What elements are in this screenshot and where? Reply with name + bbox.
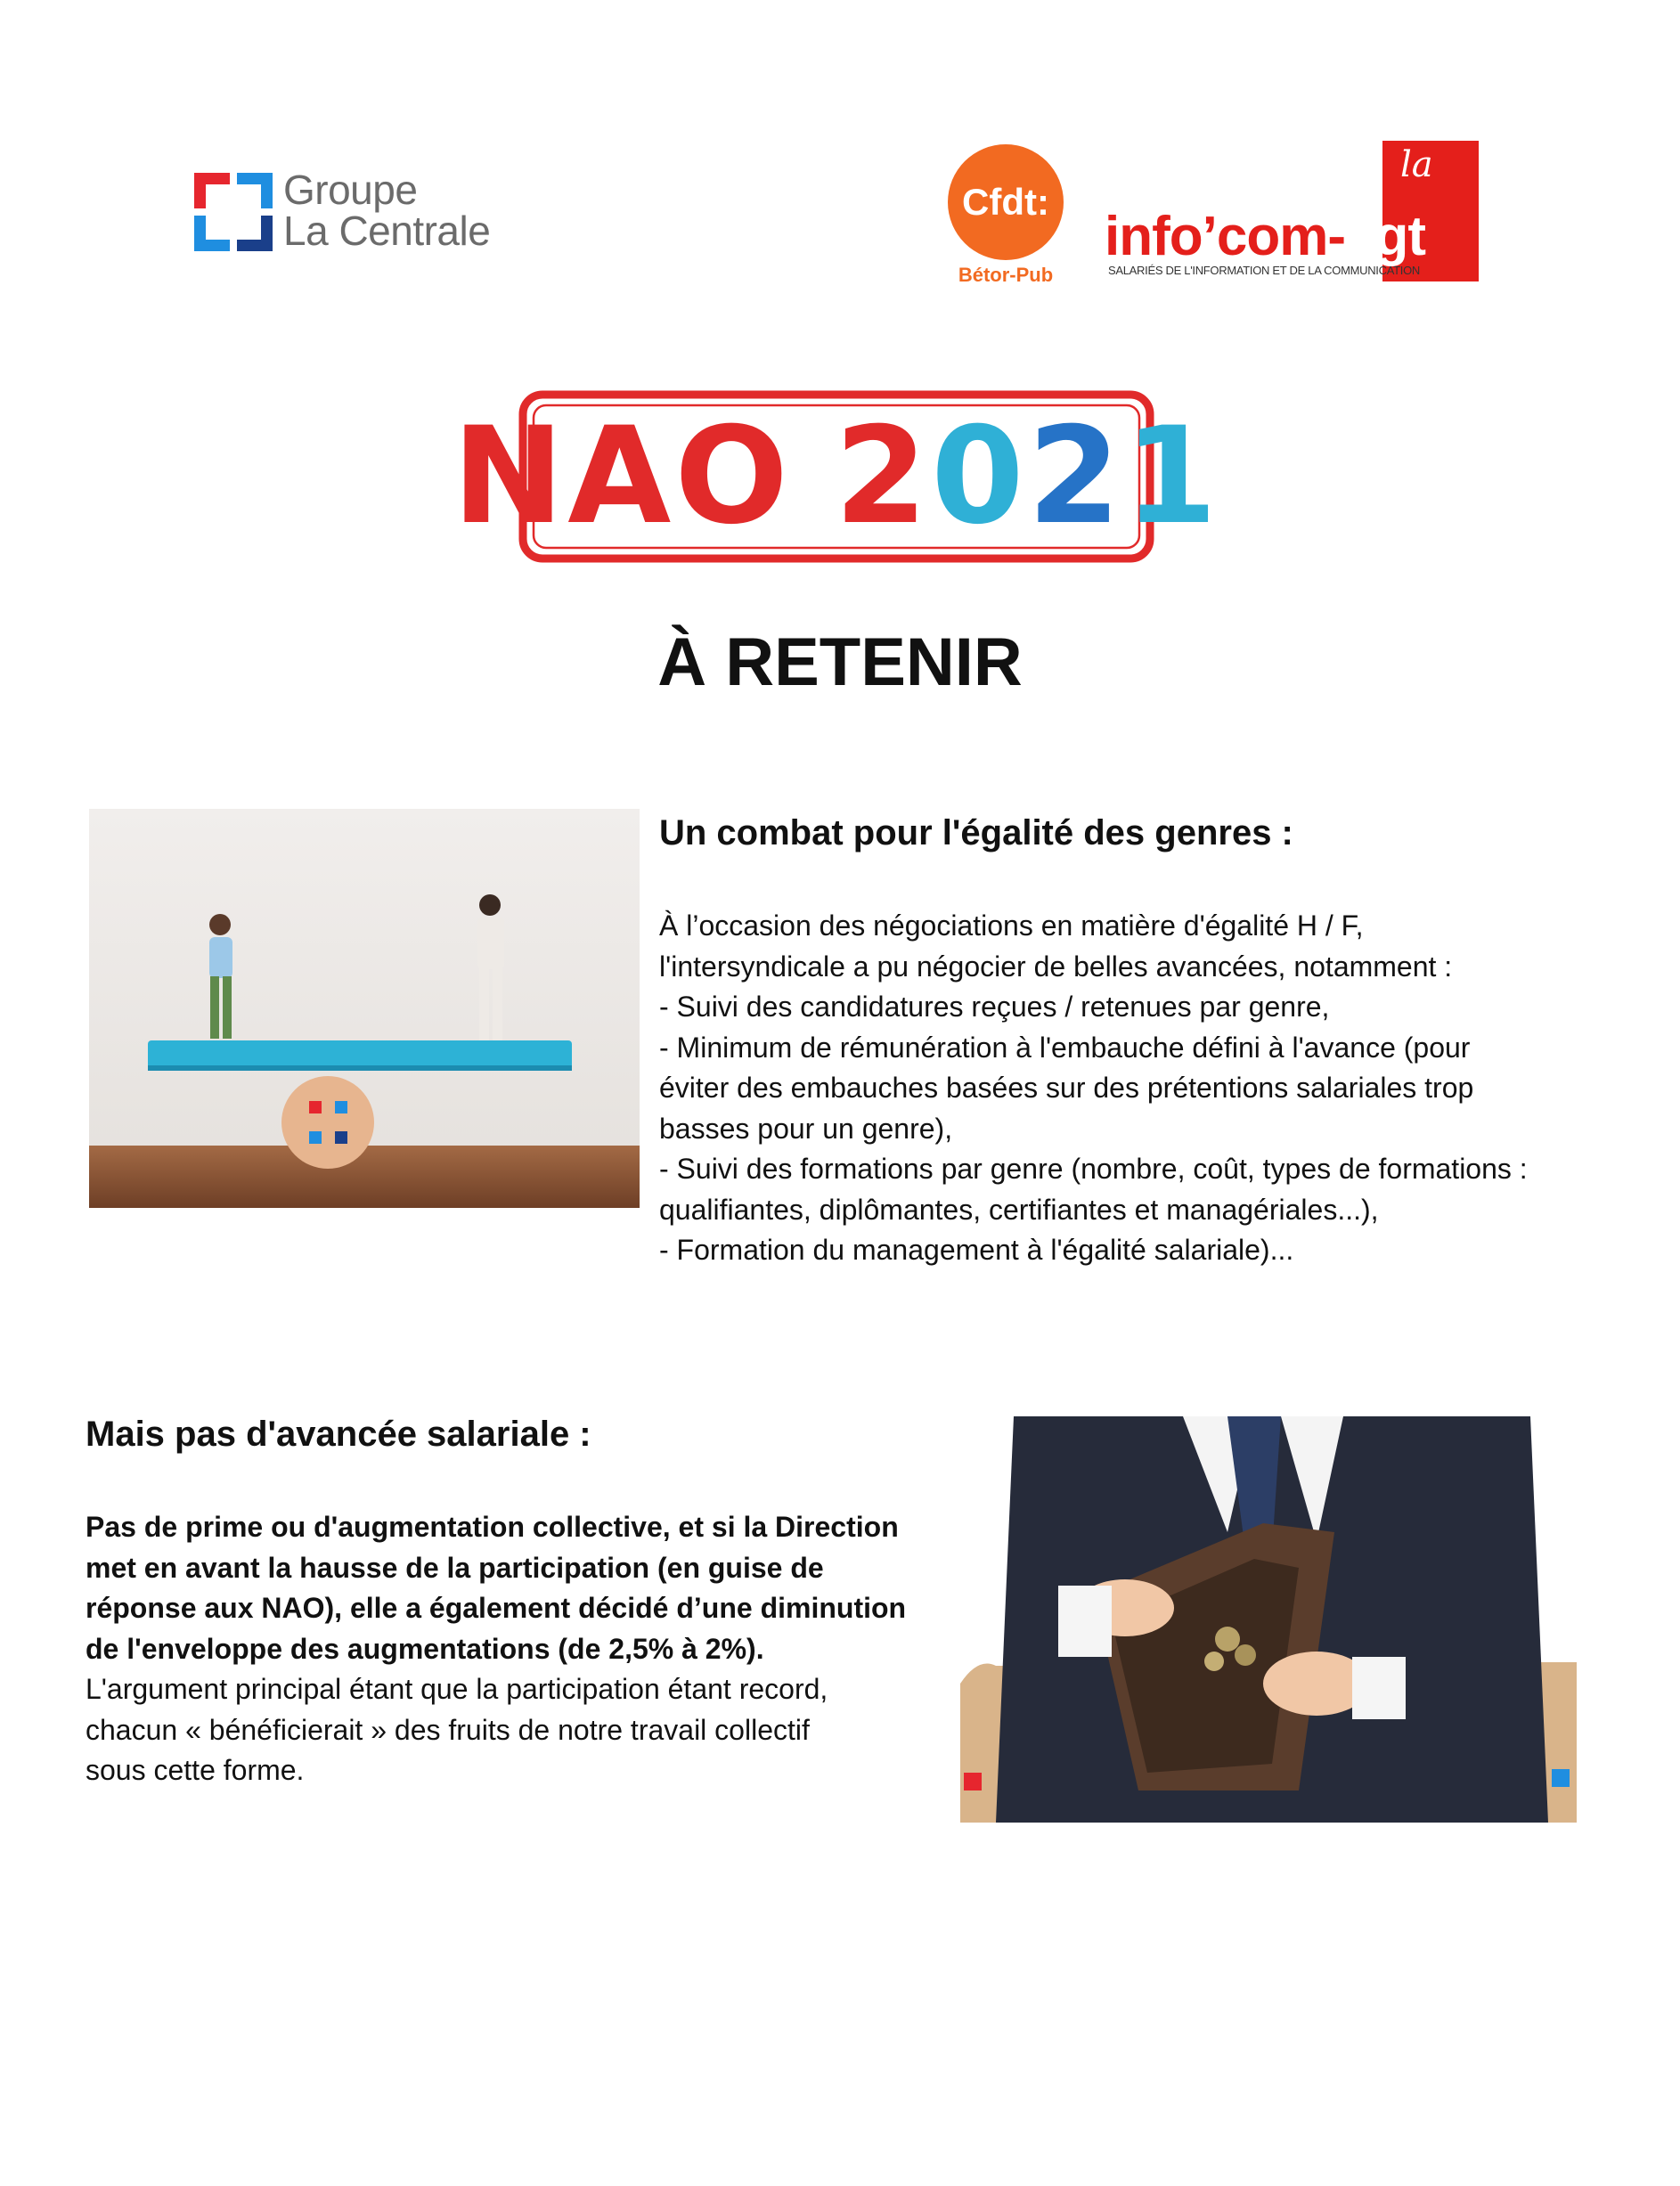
section-gender-equality: [659, 806, 1603, 1271]
stamp-digit: 0: [931, 399, 1028, 554]
text-line-bold: Pas de prime ou d'augmentation collective, et si la Direction: [86, 1511, 899, 1543]
infocom-cgt-logo: [1105, 141, 1479, 283]
cfdt-circle: Cfdt:: [948, 144, 1064, 260]
stamp-digit: 1: [1123, 399, 1221, 554]
text-line: chacun « bénéficierait » des fruits de notre travail collectif: [86, 1713, 810, 1746]
text-line-bold: réponse aux NAO), elle a également décidé d’une diminution: [86, 1592, 907, 1624]
text-line: L'argument principal étant que la participation étant record,: [86, 1673, 828, 1705]
text-line: éviter des embauches basées sur des prétentions salariales trop: [659, 1072, 1474, 1104]
la-centrale-mark-icon: [194, 173, 273, 251]
text-line: - Suivi des candidatures reçues / retenues par genre,: [659, 991, 1330, 1023]
logo-line-2: La Centrale: [283, 208, 491, 254]
groupe-la-centrale-logo: [194, 169, 533, 258]
section-salary: [86, 1407, 941, 1791]
equality-seesaw-image: [89, 809, 640, 1208]
stamp-digit: 2: [1027, 399, 1124, 554]
cfdt-subtitle: Bétor-Pub: [958, 264, 1054, 286]
stamp-digit: 2: [834, 399, 932, 554]
section-title: Mais pas d'avancée salariale :: [86, 1415, 591, 1454]
text-line: - Suivi des formations par genre (nombre, coût, types de formations :: [659, 1153, 1528, 1185]
logo-line-1: Groupe: [283, 167, 418, 213]
cfdt-logo: [948, 144, 1064, 287]
text-line: qualifiantes, diplômantes, certifiantes et managériales...),: [659, 1193, 1379, 1226]
text-line: À l’occasion des négociations en matière d'égalité H / F,: [659, 909, 1364, 942]
text-line: sous cette forme.: [86, 1754, 305, 1786]
section-title: Un combat pour l'égalité des genres :: [659, 813, 1293, 852]
text-line: - Formation du management à l'égalité salariale)...: [659, 1234, 1294, 1266]
text-line: - Minimum de rémunération à l'embauche défini à l'avance (pour: [659, 1031, 1471, 1064]
cgt-prefix: info’com-: [1105, 206, 1345, 267]
cgt-wordmark: [1105, 205, 1425, 268]
text-line-bold: met en avant la hausse de la participation (en guise de: [86, 1551, 824, 1584]
text-line-bold: de l'enveloppe des augmentations (de 2,5% à 2%).: [86, 1632, 764, 1665]
stamp-word: NAO: [452, 399, 792, 554]
text-line: basses pour un genre),: [659, 1112, 953, 1145]
empty-wallet-image: [960, 1416, 1577, 1823]
text-line: l'intersyndicale a pu négocier de belles avancées, notamment :: [659, 950, 1453, 983]
nao-2021-stamp: [452, 388, 1221, 565]
cgt-la-text: la: [1400, 144, 1433, 185]
page-title: À RETENIR: [657, 624, 1023, 700]
cgt-tagline: SALARIÉS DE L'INFORMATION ET DE LA COMMUNICATION: [1108, 264, 1420, 277]
cgt-brand: cgt: [1344, 206, 1425, 267]
